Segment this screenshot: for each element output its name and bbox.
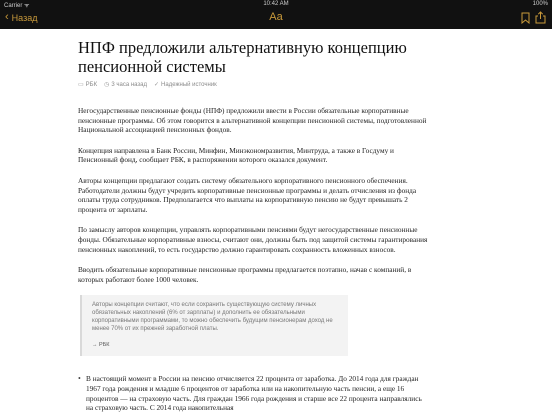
bookmark-icon[interactable]	[521, 12, 530, 24]
quote-source-link[interactable]: → РБК	[92, 342, 110, 349]
paragraph: Концепция направлена в Банк России, Минфин, Минэкономразвития, Минтруда, а также в Госдуму и Пенсионный фонд, сообщает РБК, в распоряжении которого оказался документ.	[78, 145, 394, 165]
back-button[interactable]	[5, 12, 37, 23]
font-size-button[interactable]: Aa	[269, 11, 283, 23]
carrier-label: Carrier ᯤ	[4, 3, 30, 9]
clock-icon: ◷	[104, 82, 110, 88]
source-icon: ▭	[78, 82, 84, 88]
top-bar	[0, 0, 552, 29]
paragraph: Вводить обязательные корпоративные пенсионные программы предлагается поэтапно, начав с компаний, в которых работают более 1000 человек.	[78, 265, 412, 284]
paragraph: По замыслу авторов концепции, управлять корпоративными пенсиями будут негосударственные пенсионные фонды. Обязательные корпоративные взносы, считают они, должны быть под защитой системы гарантирования пенсионных накоплений, то есть государство должно гарантировать сохранность вложенных взносов.	[78, 225, 428, 254]
status-bar	[0, 0, 552, 9]
battery-indicator: 100%	[532, 1, 548, 7]
meta-time-label: 3 часа назад	[111, 81, 148, 88]
article-body	[78, 106, 430, 413]
share-icon[interactable]	[535, 11, 546, 24]
back-chevron-icon: ‹	[5, 11, 9, 23]
meta-source[interactable]	[78, 81, 97, 88]
meta-reliability	[154, 81, 217, 88]
quote-text: Авторы концепции считают, что если сохранить существующую систему личных обязательных накоплений (6% от зарплаты) и дополнить ее обязательными корпоративными программами, то можно обеспечить будущим пенсионерам доход не менее 70% от их прежней заработной платы.	[92, 302, 333, 333]
meta-time	[104, 81, 147, 88]
check-icon: ✓	[154, 82, 160, 88]
list-item-text: • В настоящий момент в России на пенсию отчисляется 22 процента от заработка. До 2014 года для граждан 1967 года рождения и младше 6 процентов от заработка или на накопительную часть пенсии, а еще 16 процентов — на страховую часть. Для граждан 1966 года рождения и старше все 22 процента направлялись на страховую часть. С 2014 года накопительная	[86, 374, 422, 413]
article-title: НПФ предложили альтернативную концепцию пенсионной системы	[78, 38, 407, 76]
paragraph: Авторы концепции предлагают создать систему обязательного корпоративного пенсионного обеспечения. Работодатели должны будут учредить корпоративные пенсионные программы и делать отчисления из фонда оплаты труда сотрудников. Предполагается что выплаты на корпоративную пенсию не будут превышать 2 процента от зарплаты.	[78, 175, 417, 214]
back-label: Назад	[11, 12, 38, 23]
article	[78, 38, 430, 413]
status-time: 10:42 AM	[263, 1, 289, 7]
paragraph: Негосударственные пенсионные фонды (НПФ) предложили ввести в России обязательные корпоративные пенсионные программы. Об этом говорится в альтернативной концепции пенсионной системы, подготовленной Национальной ассоциацией пенсионных фондов.	[78, 106, 427, 135]
navigation-bar	[0, 9, 552, 29]
meta-source-label: РБК	[85, 81, 98, 88]
meta-reliability-label: Надежный источник	[161, 81, 217, 88]
list-item	[78, 374, 430, 412]
article-meta	[78, 81, 430, 88]
quote-block	[80, 295, 348, 356]
